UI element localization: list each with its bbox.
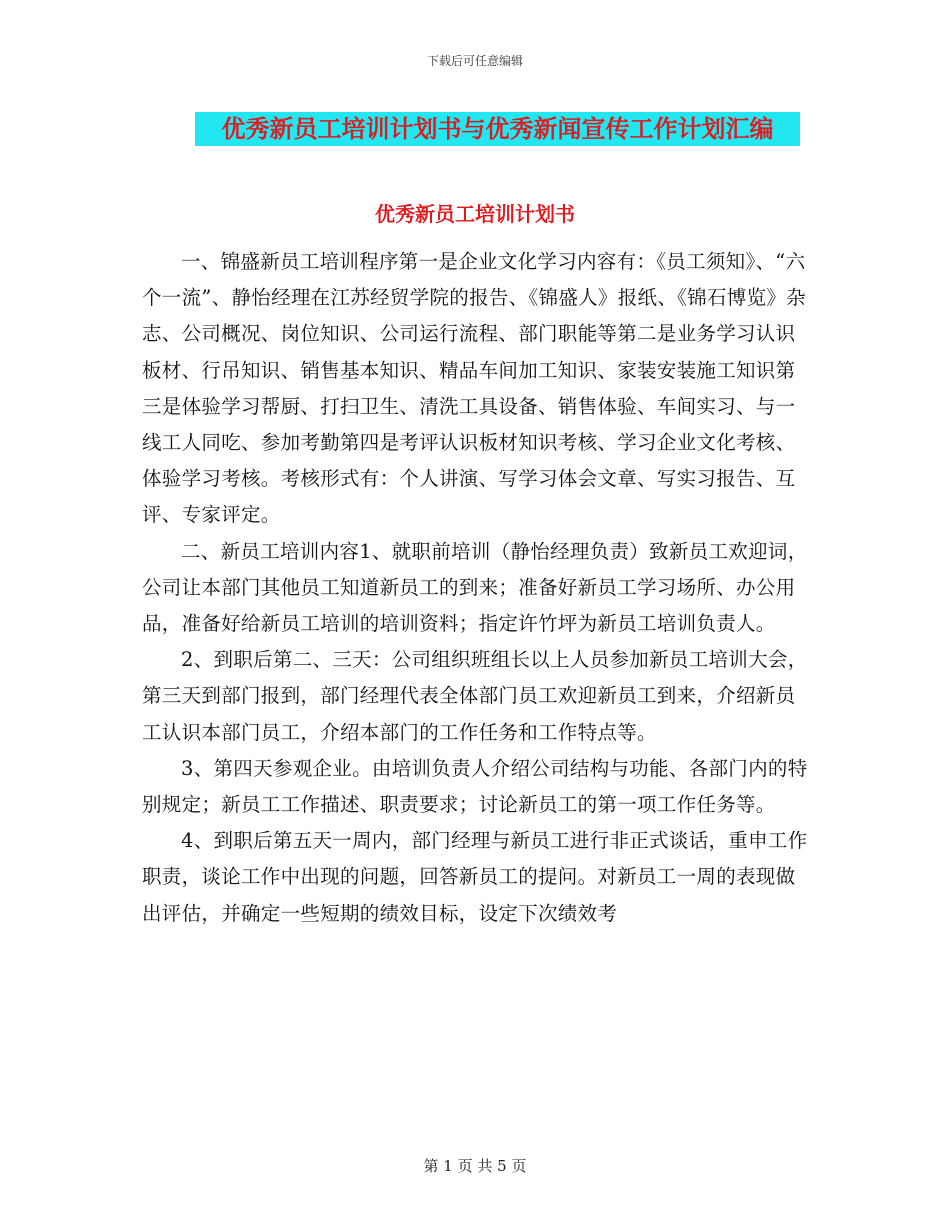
page-number-footer: 第 1 页 共 5 页	[423, 1157, 527, 1175]
paragraph-2: 二、新员工培训内容1、就职前培训（静怡经理负责）致新员工欢迎词，公司让本部门其他员工知道新员工的到来；准备好新员工学习场所、办公用品，准备好给新员工培训的培训资料；指定许竹坪为新员工培训负责人。	[142, 539, 808, 636]
paragraph-3: 2、到职后第二、三天：公司组织班组长以上人员参加新员工培训大会，第三天到部门报到，部门经理代表全体部门员工欢迎新员工到来，介绍新员工认识本部门员工，介绍本部门的工作任务和工作特点等。	[142, 648, 808, 744]
section-title: 优秀新员工培训计划书	[375, 202, 575, 226]
paragraph-4: 3、第四天参观企业。由培训负责人介绍公司结构与功能、各部门内的特别规定；新员工工作描述、职责要求；讨论新员工的第一项工作任务等。	[142, 756, 808, 817]
document-title: 优秀新员工培训计划书与优秀新闻宣传工作计划汇编	[195, 112, 800, 146]
page-header-note: 下载后可任意编辑	[426, 54, 523, 68]
paragraph-5: 4、到职后第五天一周内，部门经理与新员工进行非正式谈话，重申工作职责，谈论工作中出现的问题，回答新员工的提问。对新员工一周的表现做出评估，并确定一些短期的绩效目标，设定下次绩效考	[142, 829, 808, 925]
paragraph-1: 一、锦盛新员工培训程序第一是企业文化学习内容有：《员工须知》、“六个一流”、静怡经理在江苏经贸学院的报告、《锦盛人》报纸、《锦石博览》杂志、公司概况、岗位知识、公司运行流程、部门职能等第二是业务学习认识板材、行吊知识、销售基本知识、精品车间加工知识、家装安装施工知识第三是体验学习帮厨、打扫卫生、清洗工具设备、销售体验、车间实习、与一线工人同吃、参加考勤第四是考评认识板材知识考核、学习企业文化考核、体验学习考核。考核形式有：个人讲演、写学习体会文章、写实习报告、互评、专家评定。	[142, 250, 806, 527]
document-body	[142, 244, 808, 932]
